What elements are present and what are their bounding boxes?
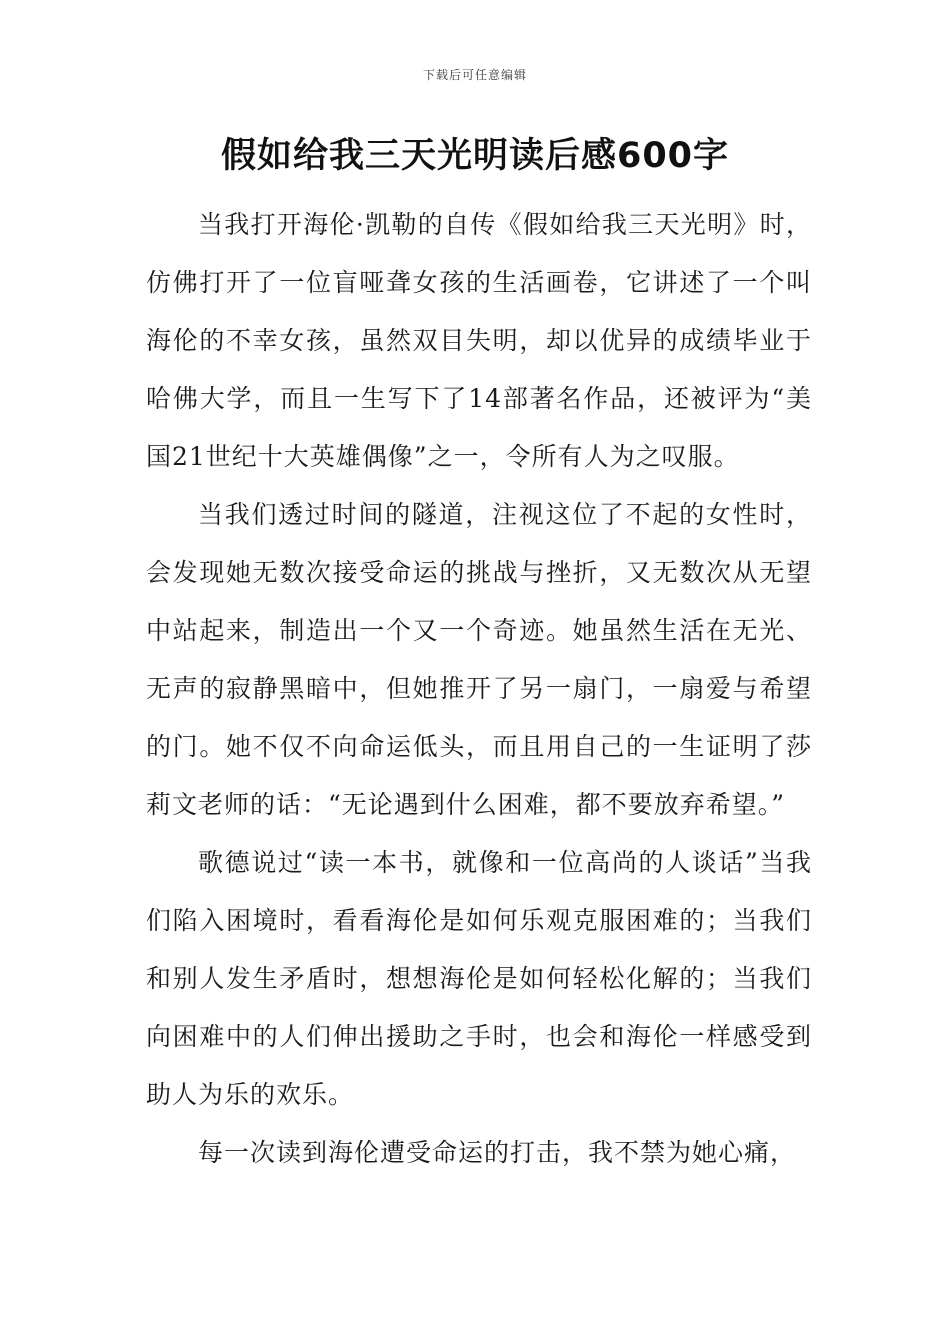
paragraph-2: 当我们透过时间的隧道，注视这位了不起的女性时，会发现她无数次接受命运的挑战与挫折，又无数次从无望中站起来，制造出一个又一个奇迹。她虽然生活在无光、无声的寂静黑暗中，但她推开了另一扇门，一扇爱与希望的门。她不仅不向命运低头，而且用自己的一生证明了莎莉文老师的话：“无论遇到什么困难，都不要放弃希望。”: [146, 500, 812, 819]
header-note: 下载后可任意编辑: [422, 68, 527, 82]
paragraph-3: 歌德说过“读一本书，就像和一位高尚的人谈话”当我们陷入困境时，看看海伦是如何乐观克服困难的；当我们和别人发生矛盾时，想想海伦是如何轻松化解的；当我们向困难中的人们伸出援助之手时，也会和海伦一样感受到助人为乐的欢乐。: [146, 848, 812, 1109]
paragraph-4: 每一次读到海伦遭受命运的打击，我不禁为她心痛，: [198, 1138, 797, 1167]
paragraph-1: 当我打开海伦·凯勒的自传《假如给我三天光明》时，仿佛打开了一位盲哑聋女孩的生活画卷，它讲述了一个叫海伦的不幸女孩，虽然双目失明，却以优异的成绩毕业于哈佛大学，而且一生写下了14部著名作品，还被评为“美国21世纪十大英雄偶像”之一，令所有人为之叹服。: [146, 210, 812, 471]
document-title: 假如给我三天光明读后感600字: [220, 136, 730, 176]
document-body: [146, 196, 812, 1182]
